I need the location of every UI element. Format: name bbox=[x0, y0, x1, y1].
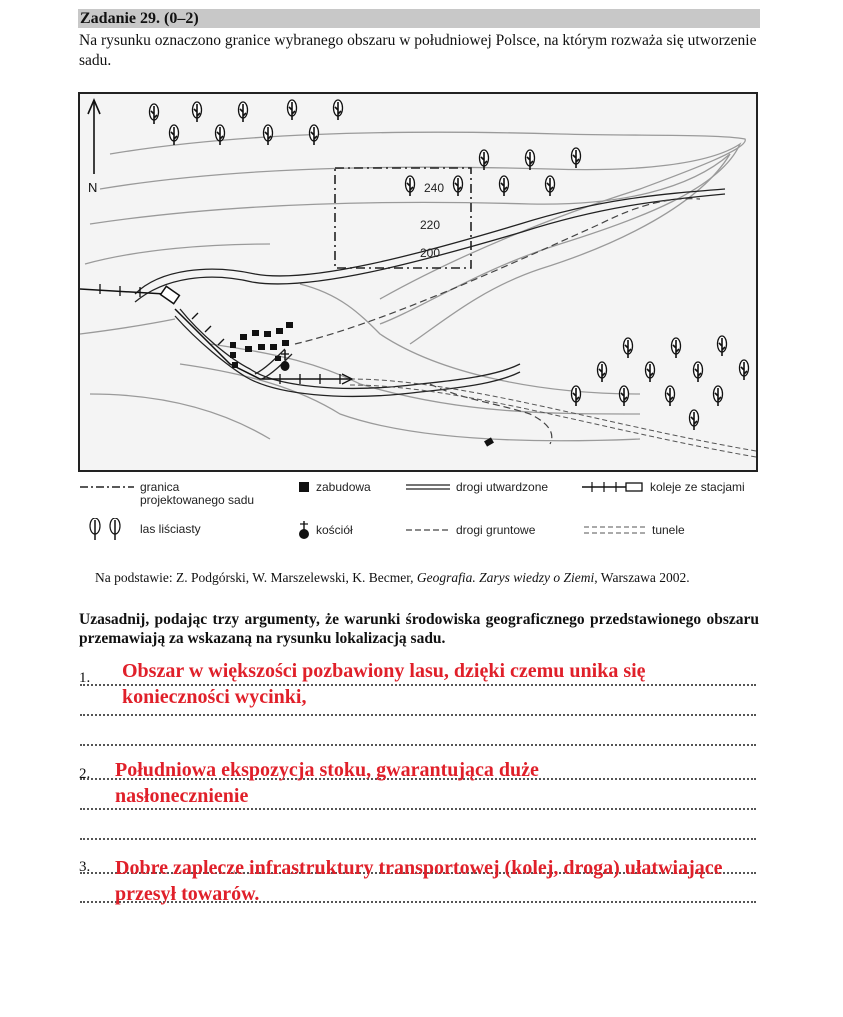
answer-text-1: Obszar w większości pozbawiony lasu, dzięki czemu unika się konieczności wycinki, bbox=[122, 660, 646, 708]
railway bbox=[80, 289, 350, 379]
answer-line bbox=[80, 712, 756, 716]
answer-line bbox=[80, 836, 756, 840]
legend-paved-roads-label: drogi utwardzone bbox=[456, 480, 549, 494]
legend-railways bbox=[582, 481, 745, 494]
legend-forest-label: las liściasty bbox=[140, 522, 201, 536]
map-legend bbox=[78, 476, 760, 546]
map-drawing bbox=[80, 94, 758, 472]
legend-boundary bbox=[80, 481, 260, 507]
contour-label-240: 240 bbox=[424, 181, 445, 195]
legend-buildings-label: zabudowa bbox=[316, 480, 371, 494]
answer-number-2: 2. bbox=[79, 766, 91, 782]
north-arrow bbox=[88, 100, 100, 195]
legend-tunnels bbox=[584, 524, 685, 537]
answer-number-3: 3. bbox=[79, 859, 91, 875]
task-title: Zadanie 29. (0–2) bbox=[80, 10, 199, 27]
source-citation bbox=[95, 570, 690, 586]
source-prefix: Na podstawie: Z. Podgórski, W. Marszelewski, K. Becmer, bbox=[95, 570, 417, 585]
orchard-boundary bbox=[335, 168, 471, 268]
north-label: N bbox=[88, 180, 98, 195]
legend-buildings bbox=[298, 481, 371, 494]
contour-label-200: 200 bbox=[420, 246, 441, 260]
legend-tunnels-label: tunele bbox=[652, 523, 685, 537]
legend-church-label: kościół bbox=[316, 523, 353, 537]
station bbox=[161, 286, 180, 303]
legend-church bbox=[298, 520, 353, 540]
question-text: Uzasadnij, podając trzy argumenty, że warunki środowiska geograficznego przedstawionego obszaru przemawiają za wskazaną na rysunku lokalizacją sadu. bbox=[79, 611, 759, 647]
source-book-title: Geografia. Zarys wiedzy o Ziemi bbox=[416, 570, 595, 585]
map bbox=[78, 92, 758, 472]
answer-line bbox=[80, 742, 756, 746]
legend-paved-roads bbox=[406, 481, 548, 494]
answer-number-1: 1. bbox=[79, 670, 91, 686]
answer-text-2: Południowa ekspozycja stoku, gwarantująca duże nasłonecznienie bbox=[115, 759, 539, 807]
forest-se bbox=[572, 336, 749, 430]
source-suffix: , Warszawa 2002. bbox=[594, 570, 690, 585]
task-intro: Na rysunku oznaczono granice wybranego obszaru w południowej Polsce, na którym rozważa się utworzenie sadu. bbox=[79, 32, 757, 69]
answer-text-3: Dobre zaplecze infrastruktury transportowej (kolej, droga) ułatwiające przesył towarów. bbox=[115, 857, 723, 905]
contour-label-220: 220 bbox=[420, 218, 441, 232]
legend-dirt-roads-label: drogi gruntowe bbox=[456, 523, 536, 537]
legend-boundary-label: granica projektowanego sadu bbox=[140, 480, 255, 507]
legend-forest bbox=[86, 518, 201, 540]
legend-railways-label: koleje ze stacjami bbox=[650, 480, 745, 494]
dirt-roads bbox=[295, 199, 700, 444]
legend-dirt-roads bbox=[406, 524, 535, 537]
